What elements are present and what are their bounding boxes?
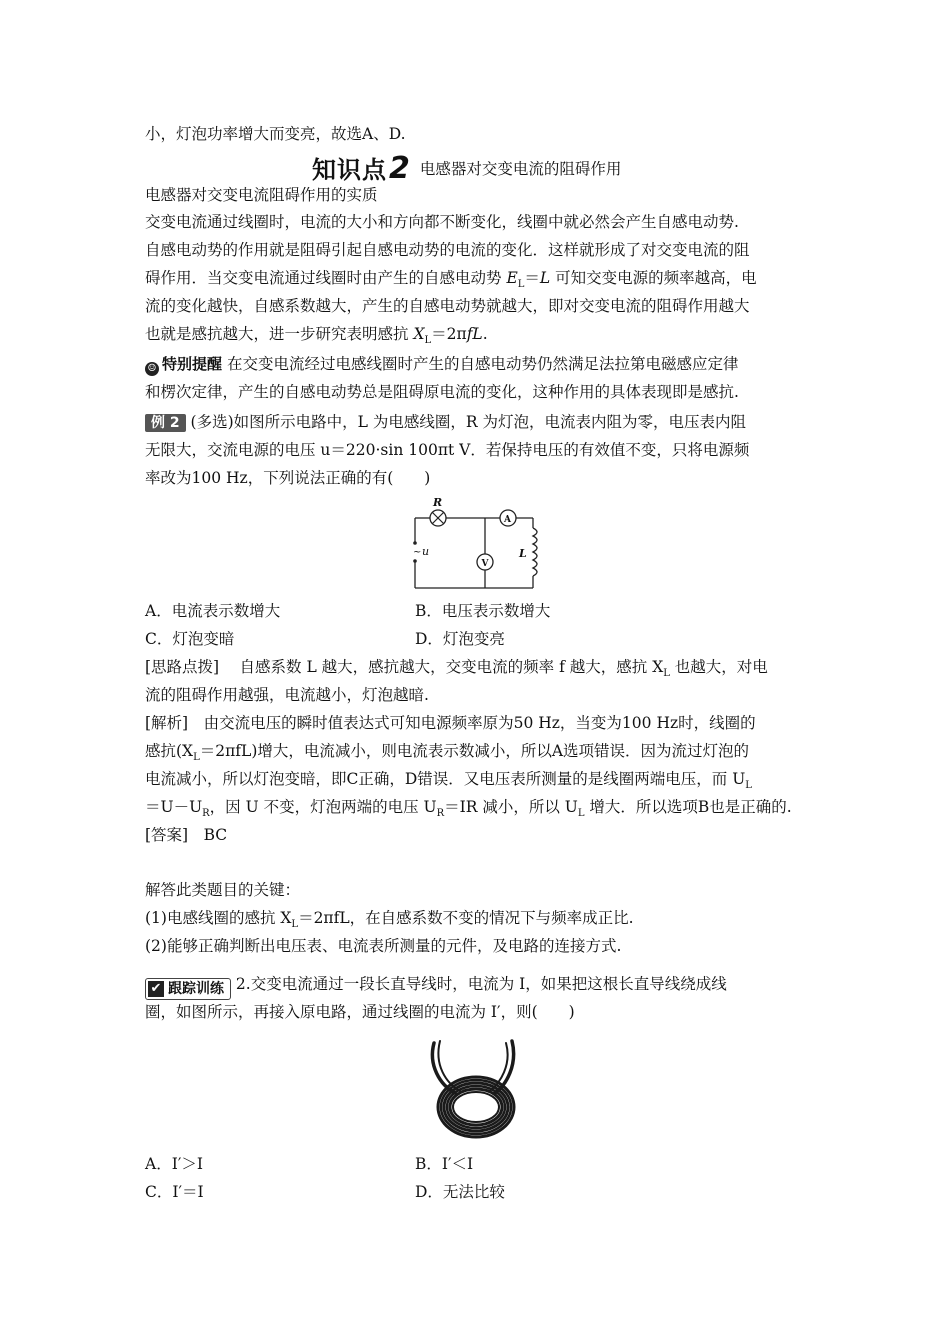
- text-line: 流的变化越快，自感系数越大，产生的自感电动势就越大，即对交变电流的阻碍作用越大: [145, 297, 750, 315]
- tip-label: 特别提醒: [162, 355, 223, 373]
- voltmeter-label: V: [481, 559, 489, 569]
- training-badge: [145, 978, 231, 1000]
- text-span: 2.交变电流通过一段长直导线时，电流为 I，如果把这根长直导线绕成线: [231, 975, 727, 993]
- formula-var: E: [506, 269, 518, 287]
- text-line: 解答此类题目的关键：: [145, 881, 301, 899]
- example-line: [145, 412, 746, 432]
- inductor-label: L: [519, 547, 527, 560]
- option-b: B．电压表示数增大: [415, 602, 551, 620]
- formula-sub: R: [436, 808, 445, 820]
- text-line: 交变电流通过线圈时，电流的大小和方向都不断变化，线圈中就必然会产生自感电动势.: [145, 213, 739, 231]
- text-line: [145, 324, 488, 351]
- text-line: [145, 268, 757, 295]
- tip-text: 在交变电流经过电感线圈时产生的自感电动势仍然满足法拉第电磁感应定律: [222, 355, 739, 373]
- text-line: 率改为100 Hz，下列说法正确的有( ): [145, 469, 431, 487]
- formula-var: L: [539, 269, 551, 287]
- option-d: D．无法比较: [415, 1183, 505, 1201]
- heading-subtitle: 电感器对交变电流的阻碍作用: [419, 160, 622, 178]
- tip-line: [145, 354, 738, 376]
- text-line: [145, 741, 749, 768]
- text-span: [思路点拨] 自感系数 L 越大，感抗越大，交变电流的频率 f 越大，感抗 X: [145, 658, 664, 676]
- text-span: ＝2π: [431, 325, 467, 343]
- lamp-icon: [430, 510, 446, 526]
- answer-line: [答案] BC: [145, 826, 228, 844]
- formula-sub: L: [663, 668, 670, 680]
- text-span: 碍作用．当交变电流通过线圈时由产生的自感电动势: [145, 269, 507, 287]
- text-line: 无限大，交流电源的电压 u＝220·sin 100πt V．若保持电压的有效值不变，只将电源频: [145, 441, 750, 459]
- option-d: D．灯泡变亮: [415, 630, 505, 648]
- resistor-label: R: [433, 496, 443, 509]
- text-span: ＝2πfL，在自感系数不变的情况下与频率成正比.: [298, 909, 634, 927]
- text-span: ＝2πfL)增大，电流减小，则电流表示数减小，所以A选项错误．因为流过灯泡的: [199, 742, 750, 760]
- option-b: B．I′＜I: [415, 1155, 474, 1173]
- text-span: 感抗(X: [145, 742, 194, 760]
- text-span: ＝IR 减小，所以 U: [444, 798, 578, 816]
- text-line: [145, 797, 792, 824]
- text-line: 流的阻碍作用越强，电流越小，灯泡越暗.: [145, 686, 429, 704]
- tip-icon: ☺: [145, 362, 159, 376]
- formula-sub: L: [517, 279, 525, 291]
- training-label: 跟踪训练: [168, 981, 224, 997]
- text-span: (多选)如图所示电路中，L 为电感线圈，R 为灯泡，电流表内阻为零，电压表内阻: [185, 413, 746, 431]
- option-a: A．I′＞I: [145, 1155, 203, 1173]
- text-line: 小，灯泡功率增大而变亮，故选A、D.: [145, 125, 406, 143]
- formula-sub: L: [745, 780, 752, 792]
- text-line: [145, 769, 752, 796]
- analysis-line: [解析] 由交流电压的瞬时值表达式可知电源频率原为50 Hz，当变为100 Hz时，线圈的: [145, 714, 756, 732]
- formula-sub: R: [202, 808, 210, 820]
- formula-sub: L: [193, 752, 200, 764]
- formula-sub: L: [424, 335, 432, 347]
- exercise-line: [145, 974, 727, 1000]
- formula-var: fL: [466, 325, 483, 343]
- section-heading: [312, 150, 621, 186]
- formula-var: X: [413, 325, 425, 343]
- text-span: 可知交变电源的频率越高，电: [550, 269, 757, 287]
- hint-line: [145, 657, 768, 684]
- source-label: u: [422, 545, 430, 558]
- ammeter-label: A: [504, 515, 511, 525]
- text-span: .: [482, 325, 488, 343]
- formula-sub: L: [291, 919, 299, 931]
- text-span: 也越大，对电: [669, 658, 768, 676]
- option-a: A．电流表示数增大: [145, 602, 281, 620]
- formula-sub: L: [577, 808, 585, 820]
- text-line: 圈，如图所示，再接入原电路，通过线圈的电流为 I′，则( ): [145, 1003, 575, 1021]
- text-line: [145, 908, 634, 935]
- text-span: 电流减小，所以灯泡变暗，即C正确，D错误．又电压表所测量的是线圈两端电压，而 U: [145, 770, 746, 788]
- source-tilde: ~: [413, 547, 422, 558]
- option-c: C．灯泡变暗: [145, 630, 235, 648]
- example-badge: 例 2: [145, 414, 186, 432]
- option-c: C．I′＝I: [145, 1183, 204, 1201]
- check-icon: ✔: [148, 981, 164, 997]
- text-span: ，因 U 不变，灯泡两端的电压 U: [209, 798, 437, 816]
- text-line: 自感电动势的作用就是阻碍引起自感电动势的电流的变化．这样就形成了对交变电流的阻: [145, 241, 750, 259]
- heading-title: 知识点: [312, 156, 387, 184]
- heading-number: 2: [389, 151, 410, 186]
- coil-illustration: [420, 1035, 530, 1145]
- text-line: 和楞次定律，产生的自感电动势总是阻碍原电流的变化，这种作用的具体表现即是感抗.: [145, 383, 739, 401]
- text-span: 增大．所以选项B也是正确的.: [584, 798, 792, 816]
- text-span: ＝U－U: [145, 798, 203, 816]
- circuit-diagram: [405, 496, 555, 596]
- text-span: ＝: [524, 269, 540, 287]
- text-span: 也就是感抗越大，进一步研究表明感抗: [145, 325, 414, 343]
- text-span: (1)电感线圈的感抗 X: [145, 909, 292, 927]
- text-line: (2)能够正确判断出电压表、电流表所测量的元件，及电路的连接方式.: [145, 937, 622, 955]
- text-line: 电感器对交变电流阻碍作用的实质: [145, 186, 378, 204]
